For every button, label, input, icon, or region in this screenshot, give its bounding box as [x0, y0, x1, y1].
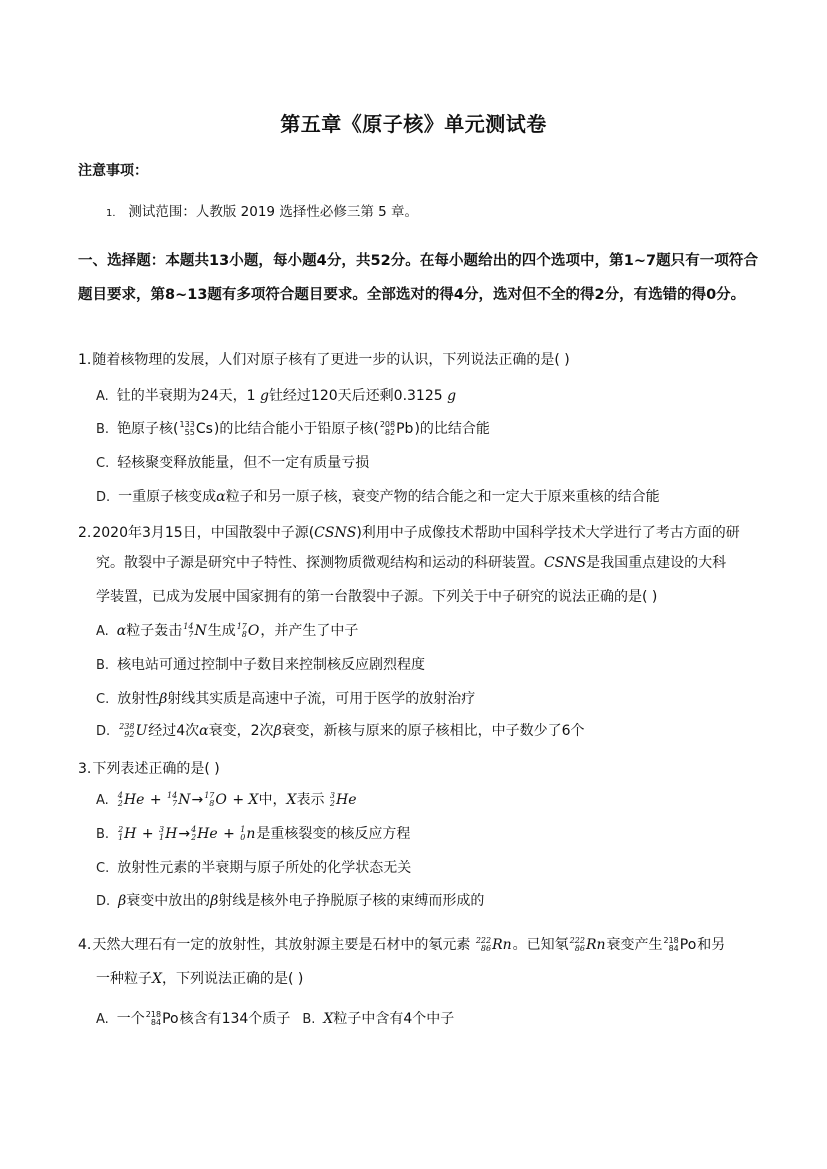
nuclide-he-4: [191, 826, 218, 842]
plus-sign: +: [137, 826, 159, 842]
notes-item: [106, 200, 418, 220]
mass-number: 2: [118, 825, 124, 834]
atomic-number: 8: [241, 630, 247, 639]
question-number: 2.: [78, 525, 92, 541]
option-text: ，并产生了中子: [260, 623, 359, 639]
question-3-option-b: [96, 823, 410, 843]
variable-x: X: [286, 792, 297, 808]
question-text: 衰变产生: [606, 937, 663, 953]
atomic-number: 7: [172, 799, 178, 808]
option-text: 钍的半衰期为24天，1: [116, 388, 260, 404]
nuclide-he-3: [330, 792, 357, 808]
greek-symbol: β: [210, 893, 219, 909]
question-text: 。已知氡: [512, 937, 569, 953]
question-2-option-b: [96, 654, 425, 674]
mass-number: 4: [117, 791, 123, 800]
nuclide-n-14: [167, 792, 190, 808]
option-text: 经过4次: [148, 723, 200, 739]
question-2-line-2: [96, 552, 726, 572]
option-text: 衰变，2次: [208, 723, 274, 739]
question-text: 随着核物理的发展，人们对原子核有了更进一步的认识，下列说法正确的是( ): [92, 352, 570, 368]
option-label: A.: [96, 389, 109, 404]
option-label: B.: [302, 1012, 316, 1027]
element-symbol: Rn: [585, 937, 606, 953]
element-symbol: H: [124, 826, 137, 842]
mass-number: 14: [167, 791, 178, 800]
atomic-number: 84: [668, 944, 679, 953]
question-4-options: [96, 1008, 454, 1028]
option-text: 核含有134个质子: [179, 1011, 291, 1027]
element-symbol: H: [165, 826, 178, 842]
question-1-option-b: [96, 418, 490, 438]
option-text: 粒子和另一原子核，衰变产物的结合能之和一定大于原来重核的结合能: [225, 489, 660, 505]
atomic-number: 2: [117, 799, 123, 808]
greek-symbol: β: [118, 893, 127, 909]
option-label: A.: [96, 1012, 109, 1027]
atomic-number: 2: [191, 833, 197, 842]
mass-number: 17: [204, 791, 215, 800]
option-text: )的比结合能: [414, 421, 490, 437]
atomic-number: 8: [209, 799, 215, 808]
question-text: 天然大理石有一定的放射性，其放射源主要是石材中的氡元素: [92, 937, 475, 953]
notes-heading: 注意事项：: [78, 163, 148, 179]
plus-sign: +: [145, 792, 167, 808]
question-3-option-c: [96, 857, 411, 877]
mass-number: 222: [475, 936, 492, 945]
question-2-option-a: [96, 620, 358, 640]
option-text: 放射性: [117, 691, 160, 707]
abbreviation: CSNS: [544, 555, 587, 571]
option-label: A.: [96, 624, 109, 639]
option-text: 一个: [116, 1011, 145, 1027]
greek-symbol: α: [216, 489, 226, 505]
option-text: 轻核聚变释放能量，但不一定有质量亏损: [117, 455, 370, 471]
question-2-option-d: [96, 720, 585, 740]
option-text: 衰变中放出的: [126, 893, 211, 909]
option-text: 一重原子核变成: [118, 489, 217, 505]
nuclide-h-3: [159, 826, 177, 842]
option-text: )的比结合能小于铅原子核(: [213, 421, 379, 437]
question-1-stem: [78, 343, 758, 377]
question-text: 下列表述正确的是( ): [92, 761, 220, 777]
option-text: 射线其实质是高速中子流，可用于医学的放射治疗: [167, 691, 476, 707]
mass-number: 218: [663, 936, 679, 945]
question-3-stem: [78, 752, 758, 786]
variable-x: X: [248, 792, 259, 808]
nuclide-o: [237, 623, 260, 639]
mass-number: 17: [236, 622, 247, 631]
question-number: 4.: [78, 937, 92, 953]
mass-number: 208: [379, 420, 396, 429]
plus-sign: +: [218, 826, 240, 842]
question-text: ，下列说法正确的是( ): [161, 971, 304, 987]
element-symbol: He: [123, 792, 145, 808]
atomic-number: 84: [150, 1018, 162, 1027]
element-symbol: He: [336, 792, 357, 808]
mass-number: 14: [183, 622, 194, 631]
question-2-line-3: 学装置，已成为发展中国家拥有的第一台散裂中子源。下列关于中子研究的说法正确的是( ): [96, 589, 658, 605]
option-label: C.: [96, 456, 110, 471]
atomic-number: 86: [574, 944, 585, 953]
option-text: 放射性元素的半衰期与原子所处的化学状态无关: [117, 860, 412, 876]
question-number: 3.: [78, 761, 92, 777]
notes-item-number: 1．: [106, 208, 123, 219]
greek-symbol: α: [116, 623, 127, 639]
question-text: 究。散裂中子源是研究中子特性、探测物质微观结构和运动的科研装置。: [96, 555, 544, 571]
question-text: 2020年3月15日，中国散裂中子源(: [92, 525, 315, 541]
option-text: 粒子轰击: [126, 623, 183, 639]
option-text: 衰变，新核与原来的原子核相比，中子数少了6个: [281, 723, 585, 739]
nuclide-u: [119, 723, 147, 739]
option-label: D.: [96, 724, 111, 739]
element-symbol: Pb: [396, 421, 414, 437]
mass-number: 218: [145, 1010, 162, 1019]
arrow-icon: →: [191, 792, 204, 808]
greek-symbol: β: [159, 691, 168, 707]
nuclide-h-2: [118, 826, 136, 842]
question-3-option-d: [96, 890, 484, 910]
variable-x: X: [323, 1011, 334, 1027]
atomic-number: 55: [184, 428, 195, 437]
question-4-stem: [78, 928, 758, 962]
element-symbol: Cs: [195, 421, 213, 437]
question-2-stem: [78, 516, 758, 550]
atomic-number: 92: [124, 730, 135, 739]
mass-number: 4: [191, 825, 197, 834]
variable-x: X: [152, 971, 162, 987]
mass-number: 3: [329, 791, 335, 800]
option-label: A.: [96, 793, 109, 808]
element-symbol: Po: [162, 1011, 179, 1027]
greek-symbol: α: [199, 723, 209, 739]
question-1-option-c: [96, 452, 369, 472]
option-text: 钍经过120天后还剩0.3125: [268, 388, 448, 404]
atomic-number: 82: [384, 428, 396, 437]
option-label: B.: [96, 827, 110, 842]
element-symbol: N: [194, 623, 207, 639]
arrow-icon: →: [178, 826, 191, 842]
atomic-number: 2: [329, 799, 335, 808]
option-label: C.: [96, 861, 110, 876]
greek-symbol: β: [273, 723, 282, 739]
nuclide-pb: [380, 421, 414, 437]
question-1-option-d: [96, 486, 660, 506]
nuclide-neutron: [240, 826, 255, 842]
nuclide-o-17: [204, 792, 227, 808]
nuclide-rn: [570, 928, 606, 962]
element-symbol: n: [246, 826, 256, 842]
atomic-number: 1: [159, 833, 165, 842]
option-text: 生成: [207, 623, 236, 639]
element-symbol: Po: [679, 937, 697, 953]
element-symbol: U: [135, 723, 148, 739]
option-text: 中，: [258, 792, 287, 808]
mass-number: 238: [119, 722, 135, 731]
page-title: 第五章《原子核》单元测试卷: [280, 112, 547, 136]
element-symbol: He: [197, 826, 218, 842]
question-text: )利用中子成像技术帮助中国科学技术大学进行了考古方面的研: [356, 525, 740, 541]
atomic-number: 7: [188, 630, 194, 639]
question-number: 1.: [78, 352, 92, 368]
element-symbol: O: [247, 623, 260, 639]
nuclide-rn: [476, 928, 512, 962]
question-text: 和另: [697, 937, 726, 953]
question-3-option-a: [96, 789, 358, 809]
plus-sign: +: [227, 792, 249, 808]
option-label: B.: [96, 422, 110, 437]
nuclide-n: [183, 623, 206, 639]
option-text: 射线是核外电子挣脱原子核的束缚而形成的: [218, 893, 485, 909]
option-label: C.: [96, 692, 110, 707]
option-text: 铯原子核(: [117, 421, 179, 437]
option-text: 粒子中含有4个中子: [333, 1011, 455, 1027]
option-label: B.: [96, 658, 110, 673]
question-text: 是我国重点建设的大科: [586, 555, 727, 571]
notes-item-text: 测试范围：人教版 2019 选择性必修三第 5 章。: [128, 204, 418, 220]
mass-number: 222: [569, 936, 585, 945]
element-symbol: O: [215, 792, 227, 808]
element-symbol: Rn: [492, 937, 512, 953]
mass-number: 133: [179, 420, 195, 429]
mass-number: 3: [159, 825, 165, 834]
unit-symbol: g: [447, 388, 457, 404]
question-2-option-c: [96, 688, 475, 708]
option-text: 核电站可通过控制中子数目来控制核反应剧烈程度: [117, 657, 426, 673]
question-text: 一种粒子: [96, 971, 152, 987]
option-label: D.: [96, 490, 111, 505]
nuclide-cs: [180, 421, 213, 437]
option-label: D.: [96, 894, 111, 909]
atomic-number: 0: [240, 833, 246, 842]
question-1-option-a: [96, 385, 456, 405]
nuclide-po: [146, 1011, 179, 1027]
nuclide-po: [664, 928, 697, 962]
mass-number: 1: [240, 825, 246, 834]
option-text: 是重核裂变的核反应方程: [256, 826, 411, 842]
section-instructions: 一、选择题：本题共13小题，每小题4分，共52分。在每小题给出的四个选项中，第1~7题只有一项符合题目要求，第8~13题有多项符合题目要求。全部选对的得4分，选对但不全的得2分，有选错的得0分。: [78, 253, 758, 303]
question-4-line-2: [96, 968, 303, 988]
element-symbol: N: [178, 792, 191, 808]
abbreviation: CSNS: [314, 525, 357, 541]
option-text: 表示: [296, 792, 329, 808]
nuclide-he-4: [118, 792, 145, 808]
atomic-number: 1: [118, 833, 124, 842]
atomic-number: 86: [480, 944, 492, 953]
unit-symbol: g: [259, 388, 269, 404]
